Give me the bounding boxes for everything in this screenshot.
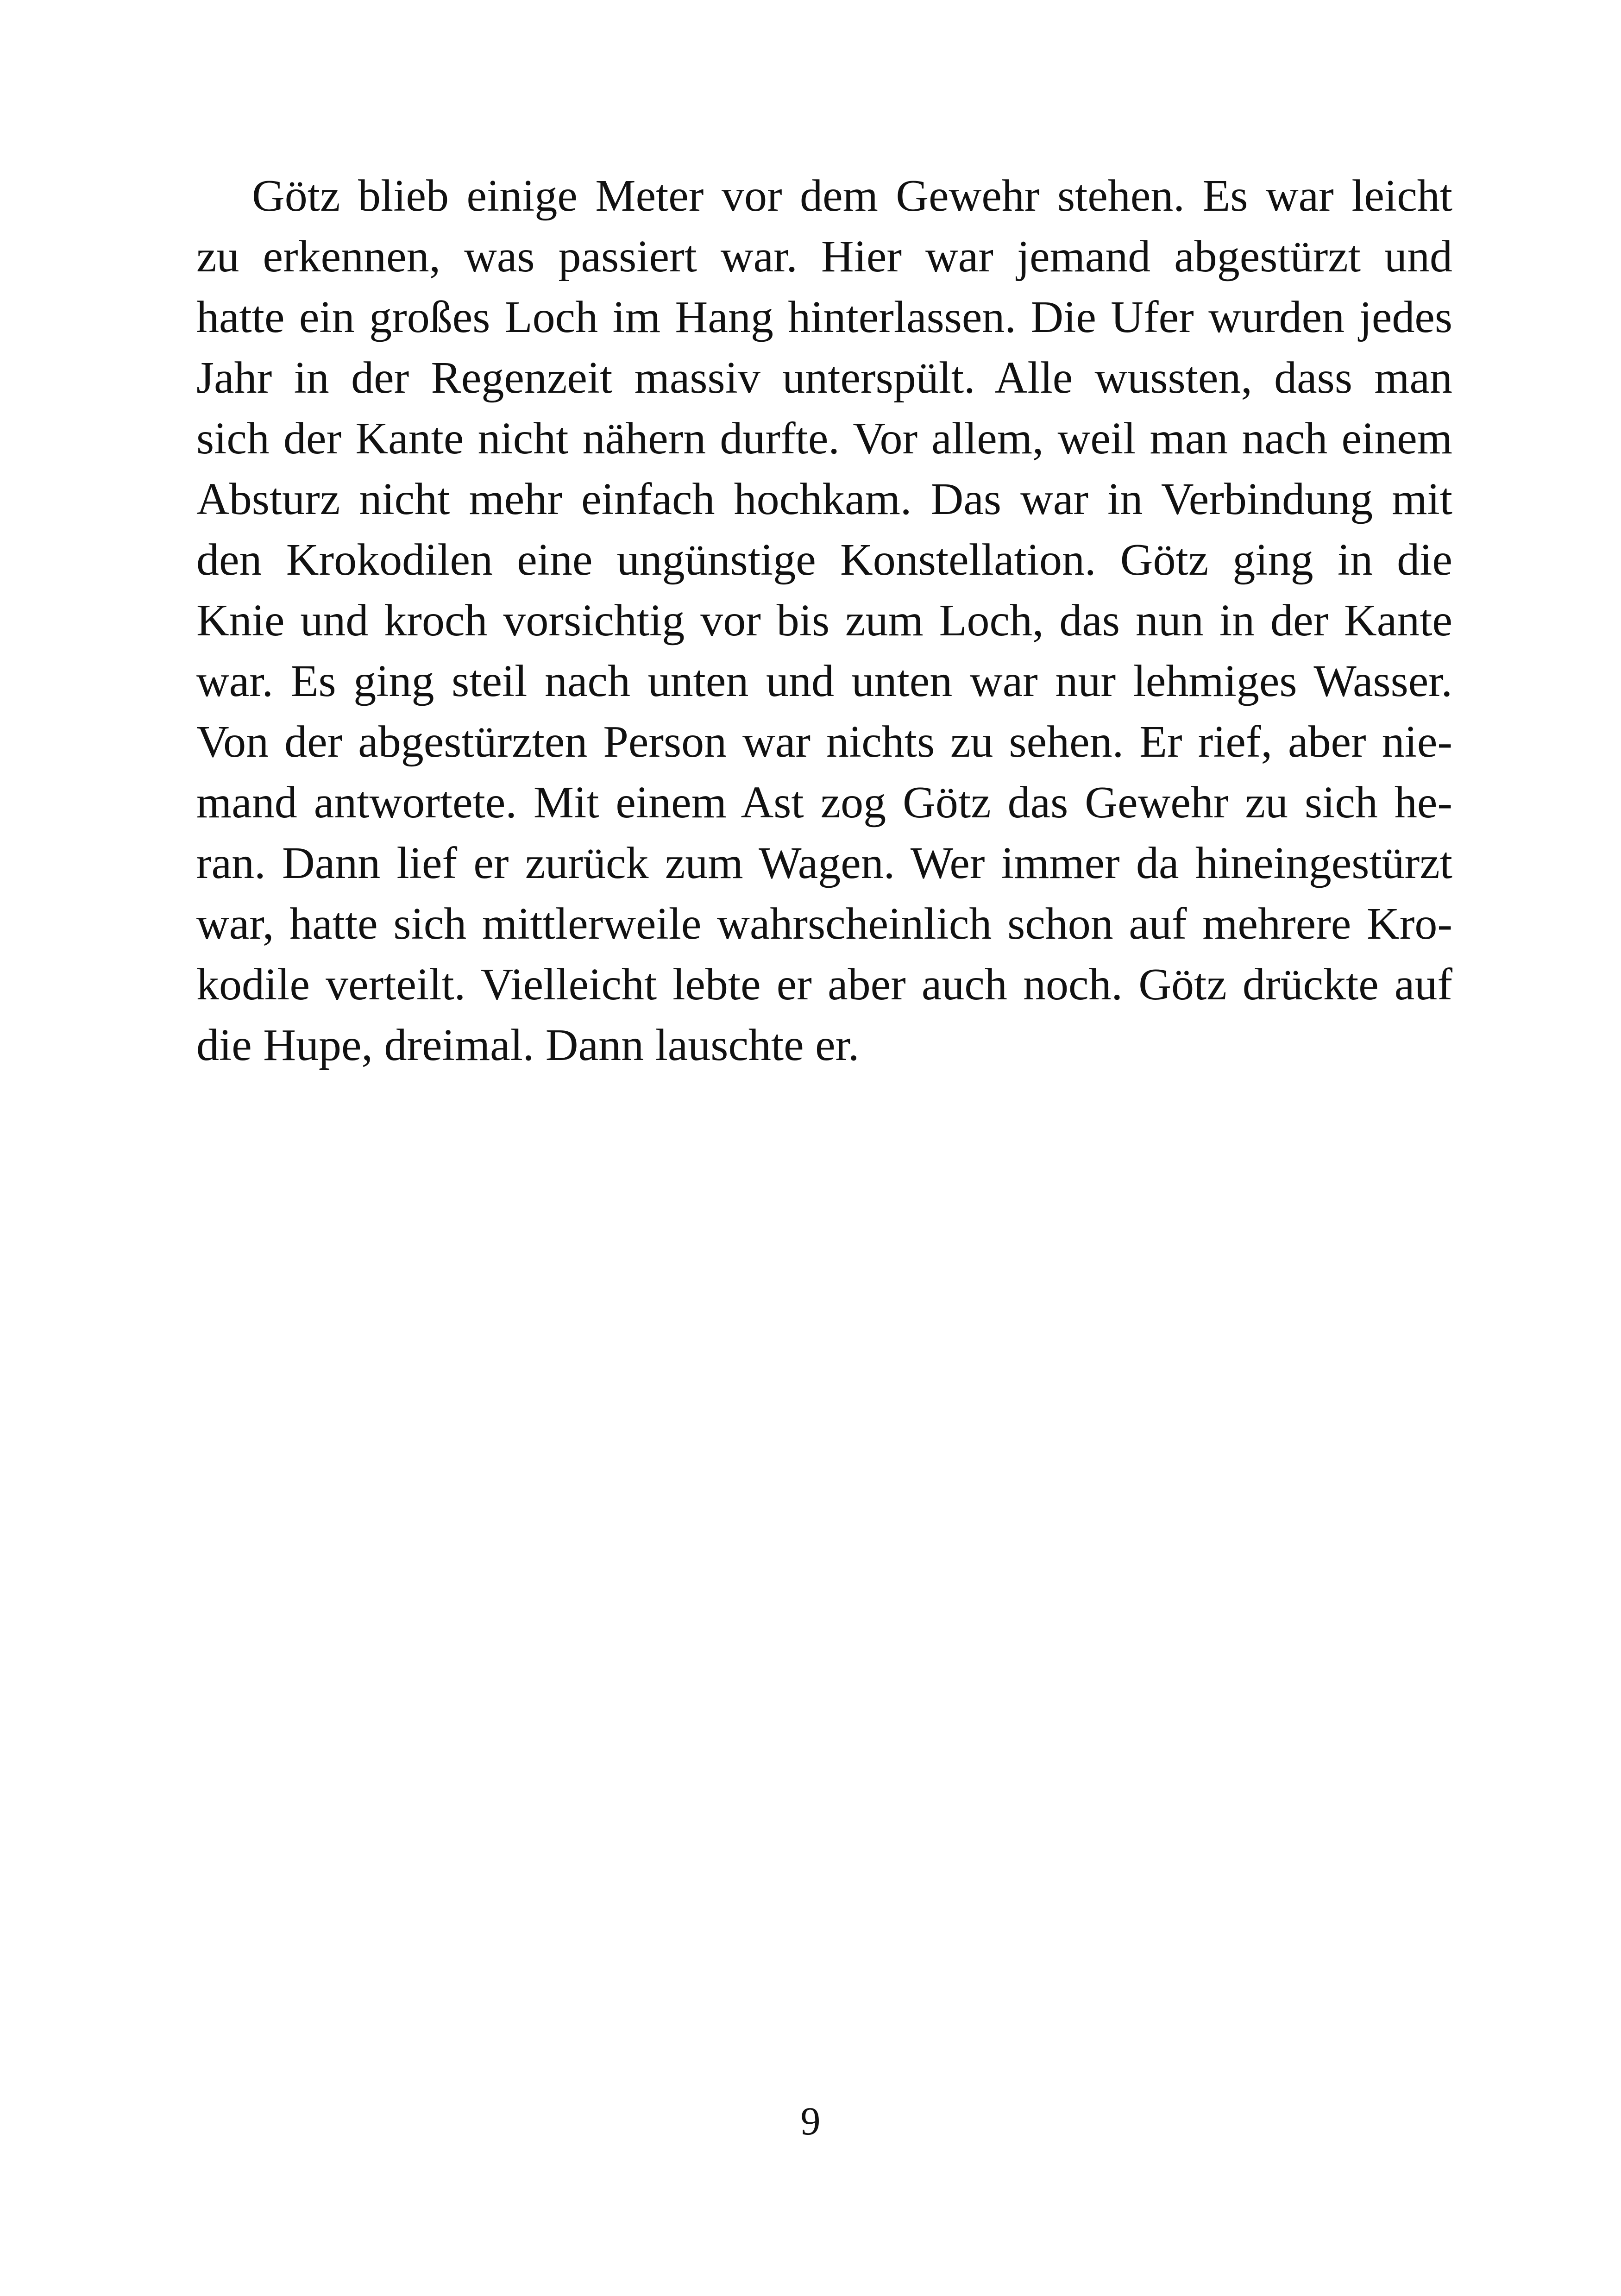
text-line: Götz blieb einige Meter vor dem Gewehr stehen. Es war leicht	[252, 171, 1452, 221]
text-line: Absturz nicht mehr einfach hochkam. Das war in Verbindung mit	[196, 474, 1452, 524]
text-line: kodile verteilt. Vielleicht lebte er aber auch noch. Götz drückte auf	[196, 960, 1452, 1010]
text-line: den Krokodilen eine ungünstige Konstellation. Götz ging in die	[196, 535, 1452, 585]
text-line: war, hatte sich mittlerweile wahrscheinlich schon auf mehrere Kro-	[196, 899, 1452, 949]
text-line: die Hupe, dreimal. Dann lauschte er.	[196, 1020, 860, 1070]
text-line: war. Es ging steil nach unten und unten war nur lehmiges Wasser.	[196, 656, 1452, 706]
text-line: zu erkennen, was passiert war. Hier war jemand abgestürzt und	[196, 232, 1452, 282]
page-number: 9	[800, 2099, 821, 2143]
text-line: Knie und kroch vorsichtig vor bis zum Loch, das nun in der Kante	[196, 596, 1452, 646]
body-paragraph	[196, 166, 1452, 1076]
text-line: mand antwortete. Mit einem Ast zog Götz das Gewehr zu sich he-	[196, 778, 1452, 828]
text-line: ran. Dann lief er zurück zum Wagen. Wer immer da hineingestürzt	[196, 838, 1452, 888]
text-line: Von der abgestürzten Person war nichts zu sehen. Er rief, aber nie-	[196, 717, 1452, 767]
text-line: sich der Kante nicht nähern durfte. Vor allem, weil man nach einem	[196, 414, 1452, 464]
text-line: hatte ein großes Loch im Hang hinterlassen. Die Ufer wurden jedes	[196, 292, 1452, 342]
text-line: Jahr in der Regenzeit massiv unterspült. Alle wussten, dass man	[196, 353, 1452, 403]
